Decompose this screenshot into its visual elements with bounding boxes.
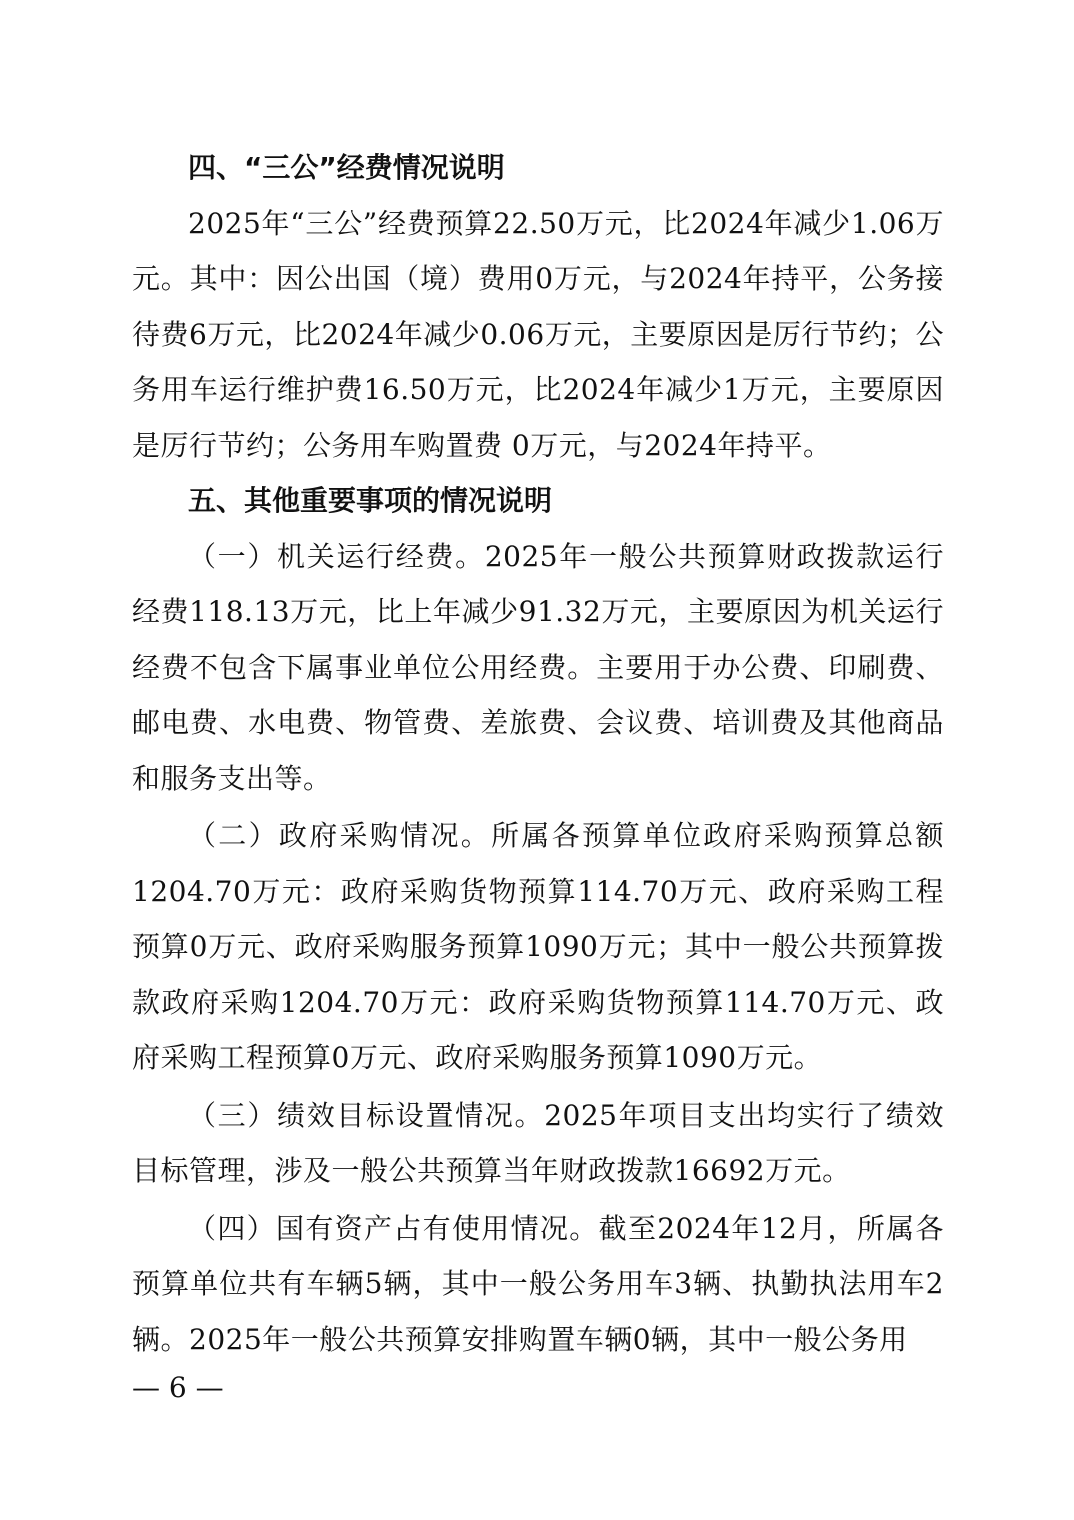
section-5-item-1: （一）机关运行经费。2025年一般公共预算财政拨款运行经费118.13万元，比上年减少91.32万元，主要原因为机关运行经费不包含下属事业单位公用经费。主要用于办公费、印刷费、邮电费、水电费、物管费、差旅费、会议费、培训费及其他商品和服务支出等。 <box>132 539 944 795</box>
page-number: — 6 — <box>132 1371 224 1404</box>
document-body <box>132 140 944 1367</box>
section-4-paragraph: 2025年“三公”经费预算22.50万元，比2024年减少1.06万元。其中：因公出国（境）费用0万元，与2024年持平，公务接待费6万元，比2024年减少0.06万元，主要原因是厉行节约；公务用车运行维护费16.50万元，比2024年减少1万元，主要原因是厉行节约；公务用车购置费 0万元，与2024年持平。 <box>132 206 944 462</box>
section-5-item-2: （二）政府采购情况。所属各预算单位政府采购预算总额1204.70万元：政府采购货物预算114.70万元、政府采购工程预算0万元、政府采购服务预算1090万元；其中一般公共预算拨款政府采购1204.70万元：政府采购货物预算114.70万元、政府采购工程预算0万元、政府采购服务预算1090万元。 <box>132 819 944 1074</box>
section-5-item-4: （四）国有资产占有使用情况。截至2024年12月，所属各预算单位共有车辆5辆，其中一般公务用车3辆、执勤执法用车2辆。2025年一般公共预算安排购置车辆0辆，其中一般公务用 <box>132 1211 944 1356</box>
section-5-item-3: （三）绩效目标设置情况。2025年项目支出均实行了绩效目标管理，涉及一般公共预算当年财政拨款16692万元。 <box>132 1098 944 1187</box>
section-4-heading: 四、“三公”经费情况说明 <box>188 151 505 184</box>
section-5-heading: 五、其他重要事项的情况说明 <box>188 484 553 517</box>
